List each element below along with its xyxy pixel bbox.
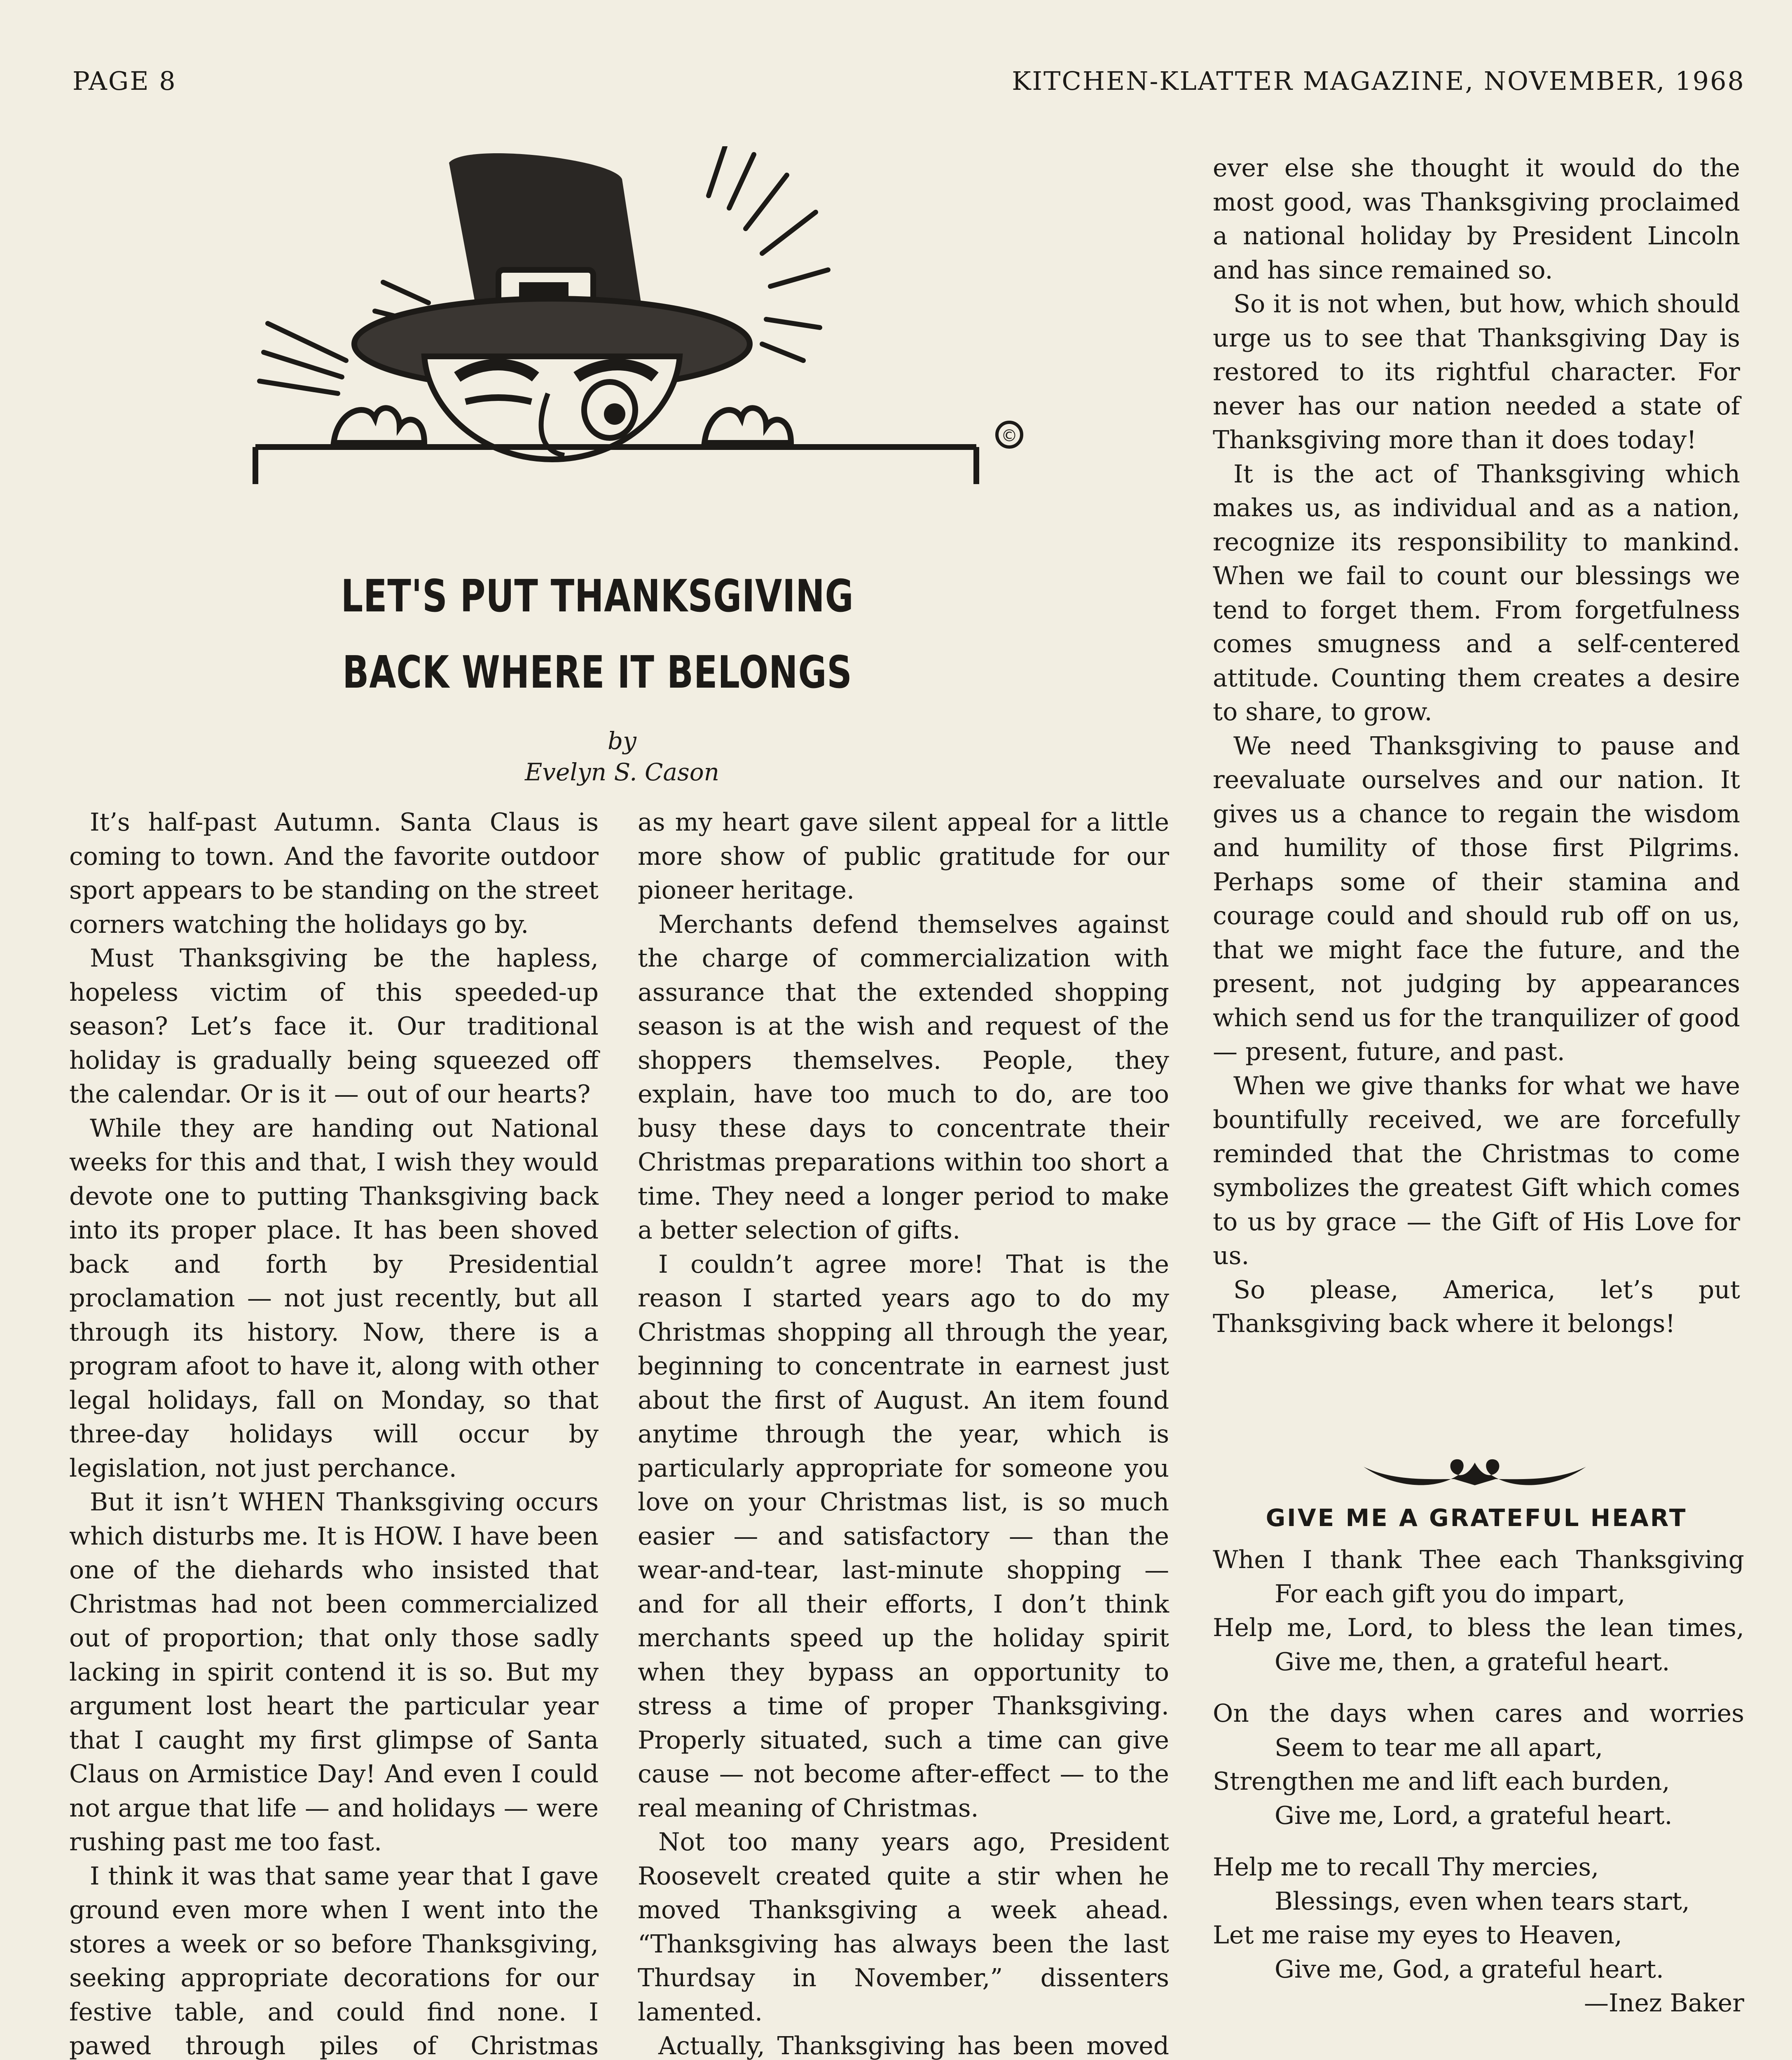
page-number: PAGE 8 [73, 66, 177, 96]
poem-line: Strengthen me and lift each burden, [1213, 1767, 1670, 1796]
article-column-2 [638, 805, 1169, 2060]
paragraph: Must Thanksgiving be the hapless, hopeless victim of this speeded-up season? Let’s face it. Our traditional holiday is gradually being squeezed off the calendar. Or is it — out of our hearts? [69, 944, 599, 1109]
poem-line: Blessings, even when tears start, [1275, 1887, 1690, 1916]
poem-line: Give me, then, a grateful heart. [1275, 1647, 1670, 1676]
poem-title: GIVE ME A GRATEFUL HEART [1266, 1504, 1687, 1532]
paragraph: ever else she thought it would do the most good, was Thanksgiving proclaimed a national holiday by President Lincoln and has since remained so. [1213, 154, 1740, 285]
poem-line: Help me, Lord, to bless the lean times, [1213, 1613, 1744, 1642]
paragraph: I couldn’t agree more! That is the reason I started years ago to do my Christmas shopping all through the year, beginning to concentrate in earnest just about the first of August. An item found anytime through the year, which is particularly appropriate for someone you love on your Christmas list, is so much easier — and satisfactory — than the wear-and-tear, last-minute shopping — and for all their efforts, I don’t think merchants speed up the holiday spirit when they bypass an opportunity to stress a time of proper Thanksgiving. Properly situated, such a time can give cause — not become after-effect — to the real meaning of Christmas. [638, 1250, 1169, 1823]
paragraph: While they are handing out National weeks for this and that, I wish they would devote one to putting Thanksgiving back into its proper place. It has been shoved back and forth by Presidential proclamation — not just recently, but all through its history. Now, there is a program afoot to have it, along with other legal holidays, fall on Monday, so that three-day holidays will occur by legislation, not just perchance. [69, 1114, 599, 1483]
paragraph: It is the act of Thanksgiving which makes us, as individual and as a nation, recognize its responsibility to mankind. When we fail to count our blessings we tend to forget them. From forgetfulness comes smugness and a self-centered attitude. Counting them creates a desire to share, to grow. [1213, 459, 1740, 726]
paragraph: as my heart gave silent appeal for a little more show of public gratitude for our pioneer heritage. [638, 808, 1169, 905]
poem-line: Seem to tear me all apart, [1275, 1733, 1603, 1762]
paragraph: So please, America, let’s put Thanksgiving back where it belongs! [1213, 1275, 1740, 1338]
paragraph: It’s half-past Autumn. Santa Claus is coming to town. And the favorite outdoor sport appears to be standing on the street corners watching the holidays go by. [69, 808, 599, 939]
poem-line: When I thank Thee each Thanksgiving [1213, 1545, 1744, 1574]
poem-line: Let me raise my eyes to Heaven, [1213, 1921, 1622, 1950]
byline [428, 725, 816, 788]
pilgrim-illustration [251, 146, 1038, 562]
magazine-title: KITCHEN-KLATTER MAGAZINE, NOVEMBER, 1968 [1012, 66, 1745, 96]
page-header [73, 66, 1745, 103]
article-column-3 [1213, 151, 1740, 1341]
paragraph: When we give thanks for what we have bountifully received, we are forcefully reminded that the Christmas to come symbolizes the greatest Gift which comes to us by grace — the Gift of His Love for us. [1213, 1071, 1740, 1270]
article-title-line2: BACK WHERE IT BELONGS [342, 647, 852, 698]
byline-author: Evelyn S. Cason [524, 758, 720, 786]
paragraph: We need Thanksgiving to pause and reevaluate ourselves and our nation. It gives us a chance to regain the wisdom and humility of those first Pilgrims. Perhaps some of their stamina and courage could and should rub off on us, that we might face the future, and the present, not judging by appearances which send us for the tranquilizer of good — present, future, and past. [1213, 731, 1740, 1066]
poem-line: Help me to recall Thy mercies, [1213, 1853, 1599, 1882]
article-title-line1: LET'S PUT THANKSGIVING [341, 571, 854, 622]
paragraph: I think it was that same year that I gave ground even more when I went into the stores a week or so before Thanksgiving, seeking appropriate decorations for our festive table, and could find none. I pawed through piles of Christmas [69, 1861, 599, 2060]
poem-line: On the days when cares and worries [1213, 1699, 1744, 1728]
copyright-text: © [1001, 426, 1018, 445]
paragraph: Not too many years ago, President Roosevelt created quite a stir when he moved Thanksgiving a week ahead. “Thanksgiving has always been the last Thurdsay in November,” dissenters lamented. [638, 1828, 1169, 2027]
article-column-1 [69, 805, 599, 2060]
paragraph: Merchants defend themselves against the charge of commercialization with assurance that the extended shopping season is at the wish and request of the shoppers themselves. People, they explain, have too much to do, are too busy these days to concentrate their Christmas preparations within too short a time. They need a longer period to make a better selection of gifts. [638, 910, 1169, 1245]
poem-line: Give me, God, a grateful heart. [1275, 1955, 1664, 1984]
paragraph: So it is not when, but how, which should urge us to see that Thanksgiving Day is restored to its rightful character. For never has our nation needed a state of Thanksgiving more than it does today! [1213, 290, 1740, 454]
poem-grateful-heart [1213, 1543, 1744, 2020]
poem-line: For each gift you do impart, [1275, 1579, 1626, 1608]
decorative-flourish [1359, 1450, 1590, 1496]
poem-author: —Inez Baker [1584, 1989, 1744, 2018]
paragraph: But it isn’t WHEN Thanksgiving occurs which disturbs me. It is HOW. I have been one of the diehards who insisted that Christmas had not been commercialized out of proportion; that only those sadly lacking in spirit contend it is so. But my argument lost heart the particular year that I caught my first glimpse of Santa Claus on Armistice Day! And even I could not argue that life — and holidays — were rushing past me too fast. [69, 1488, 599, 1856]
byline-by: by [608, 727, 636, 755]
poem-line: Give me, Lord, a grateful heart. [1275, 1801, 1673, 1830]
paragraph: Actually, Thanksgiving has been moved [658, 2032, 1169, 2060]
